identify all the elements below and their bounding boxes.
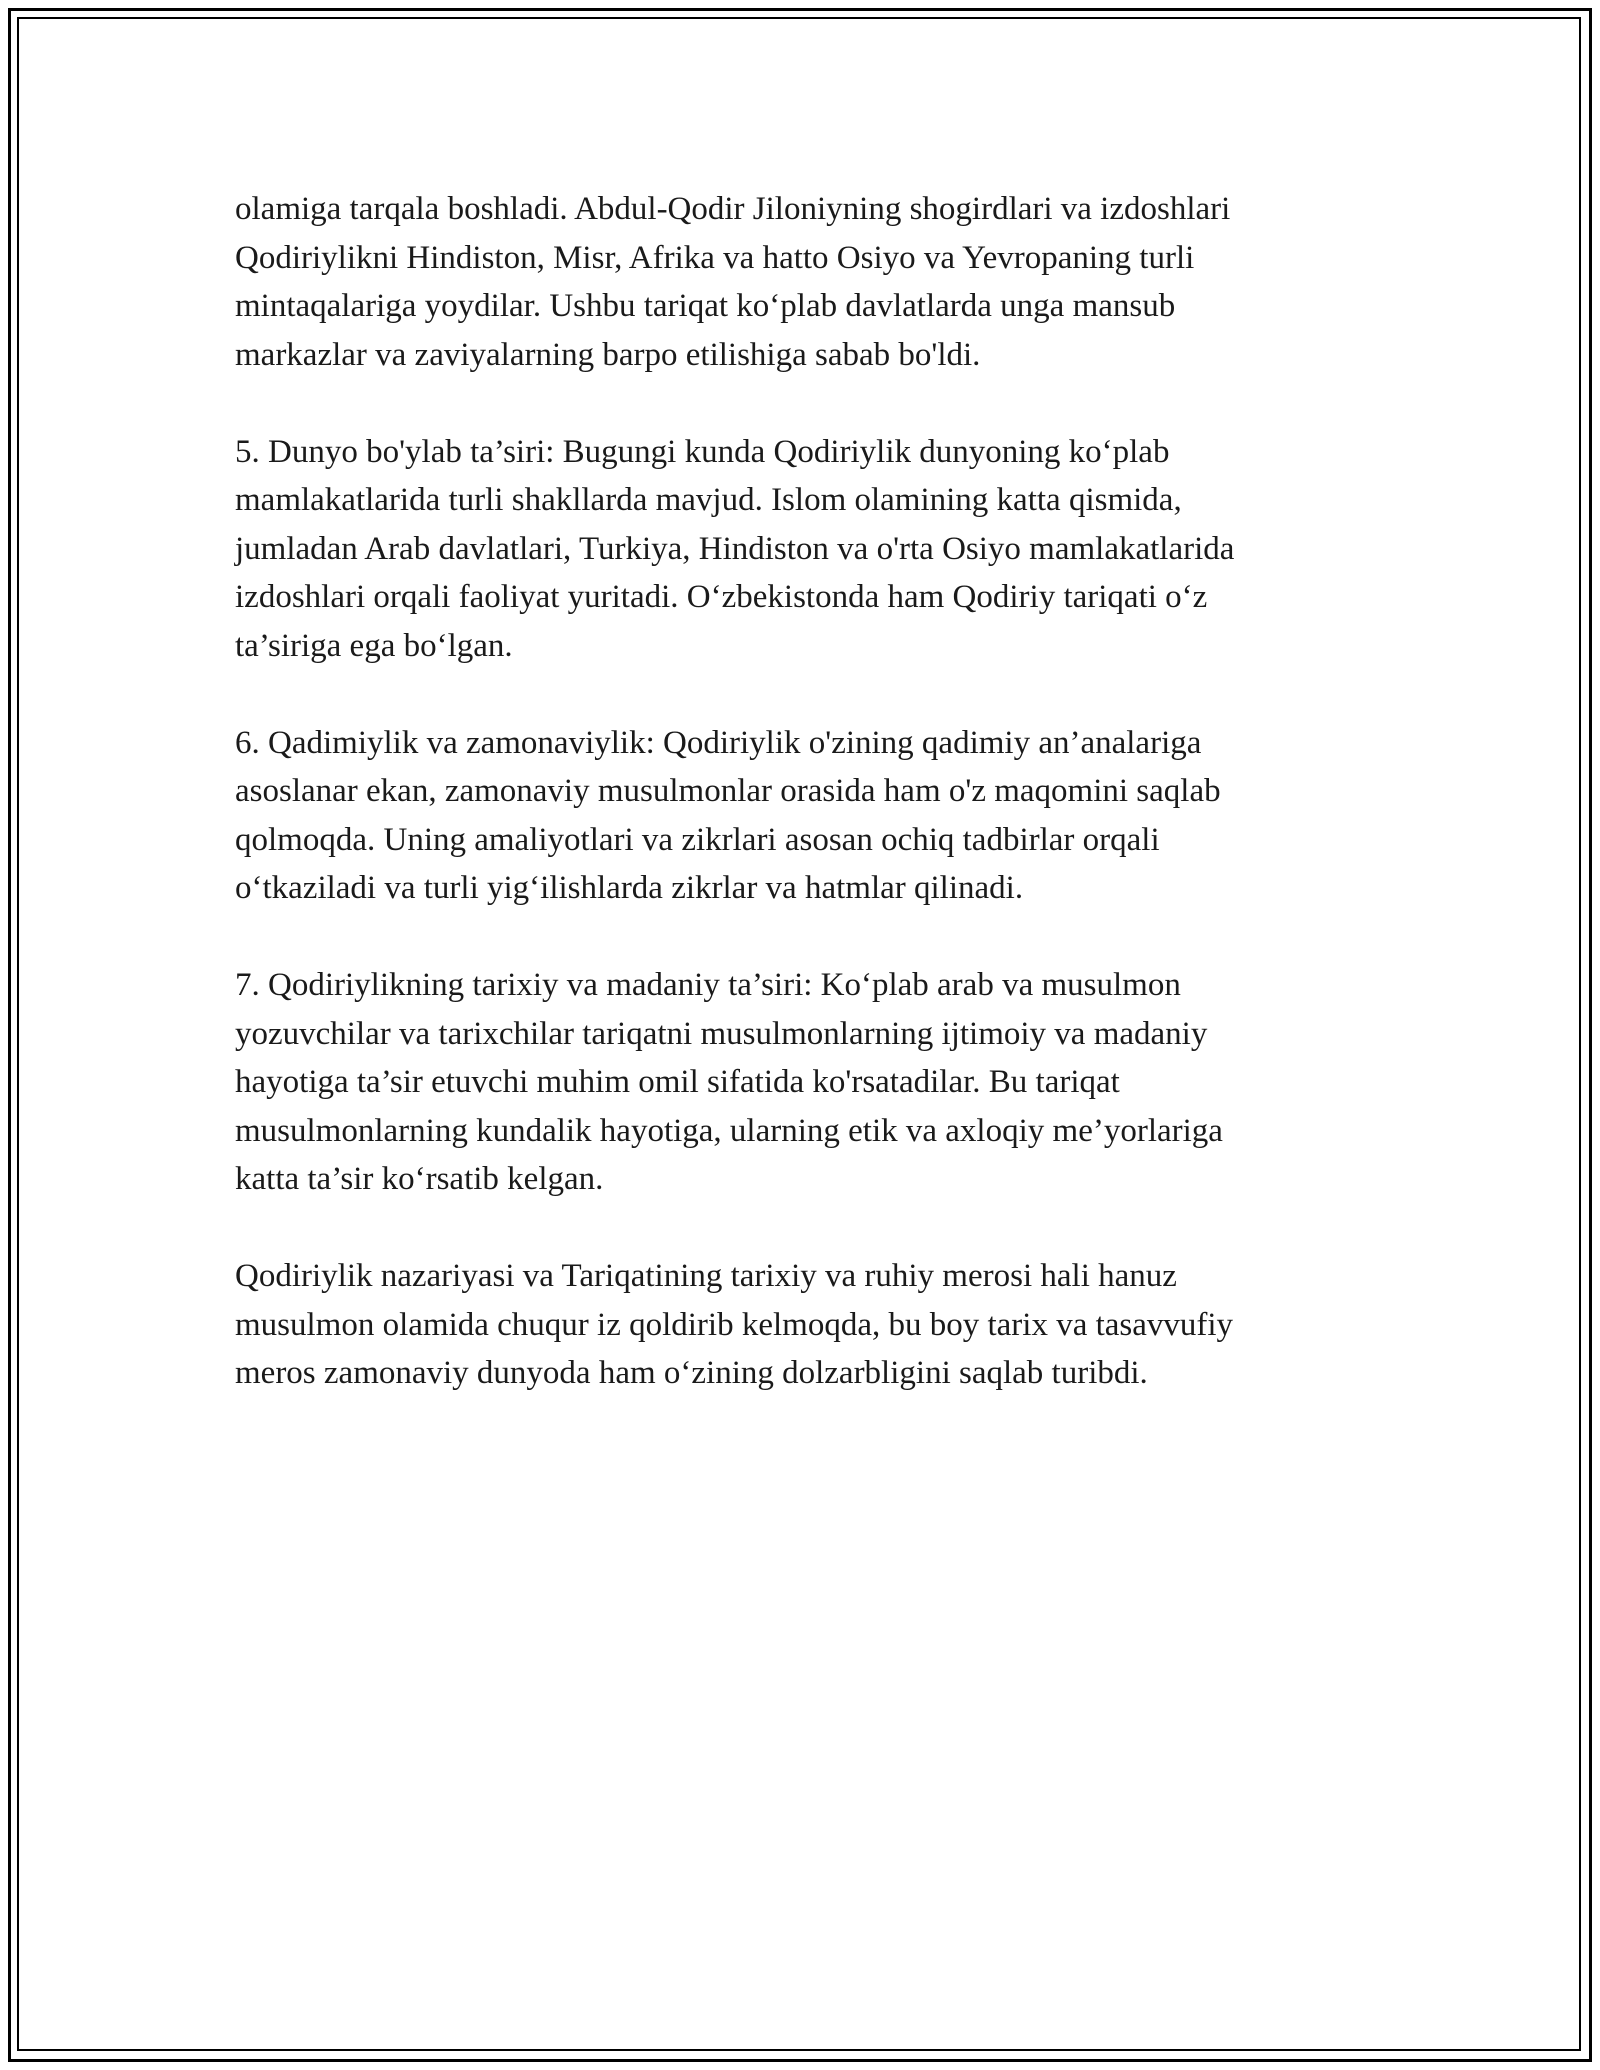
paragraph-item-7: 7. Qodiriylikning tarixiy va madaniy ta’siri: Ko‘plab arab va musulmon yozuvchilar va tarixchilar tariqatni musulmonlarning ijtimoiy va madaniy hayotiga ta’sir etuvchi muhim omil sifatida ko'rsatadilar. Bu tariqat musulmonlarning kundalik hayotiga, ularning etik va axloqiy me’yorlariga katta ta’sir ko‘rsatib kelgan. xyxy=(235,967,1223,1197)
paragraph-conclusion: Qodiriylik nazariyasi va Tariqatining tarixiy va ruhiy merosi hali hanuz musulmon olamida chuqur iz qoldirib kelmoqda, bu boy tarix va tasavvufiy meros zamonaviy dunyoda ham o‘zining dolzarbligini saqlab turibdi. xyxy=(235,1258,1234,1391)
paragraph-continuation: olamiga tarqala boshladi. Abdul-Qodir Jiloniyning shogirdlari va izdoshlari Qodiriylikni Hindiston, Misr, Afrika va hatto Osiyo va Yevropaning turli mintaqalariga yoydilar. Ushbu tariqat ko‘plab davlatlarda unga mansub markazlar va zaviyalarning barpo etilishiga sabab bo'ldi. xyxy=(235,191,1231,373)
paragraph-item-5: 5. Dunyo bo'ylab ta’siri: Bugungi kunda Qodiriylik dunyoning ko‘plab mamlakatlarida turli shakllarda mavjud. Islom olamining katta qismida, jumladan Arab davlatlari, Turkiya, Hindiston va o'rta Osiyo mamlakatlarida izdoshlari orqali faoliyat yuritadi. O‘zbekistonda ham Qodiriy tariqati o‘z ta’siriga ega bo‘lgan. xyxy=(235,433,1235,664)
document-body xyxy=(235,185,1370,1446)
paragraph-item-6: 6. Qadimiylik va zamonaviylik: Qodiriylik o'zining qadimiy an’analariga asoslanar ekan, zamonaviy musulmonlar orasida ham o'z maqomini saqlab qolmoqda. Uning amaliyotlari va zikrlari asosan ochiq tadbirlar orqali o‘tkaziladi va turli yig‘ilishlarda zikrlar va hatmlar qilinadi. xyxy=(235,724,1221,906)
